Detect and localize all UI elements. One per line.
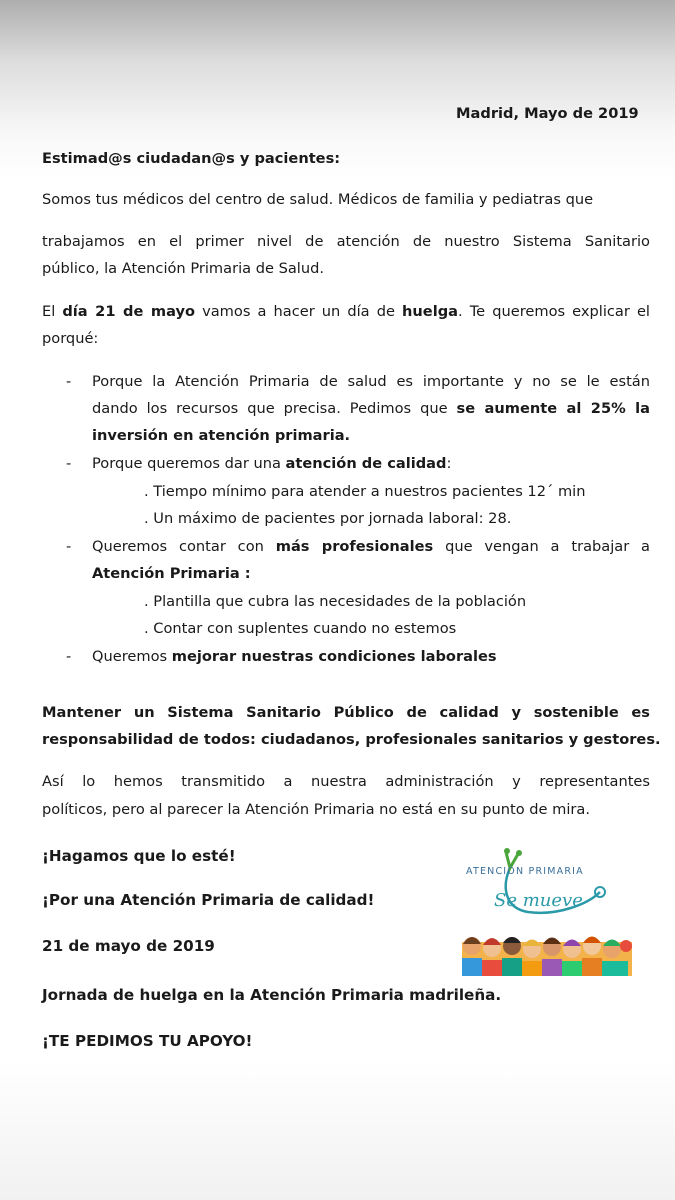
maintain-line-1: Mantener un Sistema Sanitario Público de calidad y sostenible es	[42, 704, 650, 721]
reason-4: Queremos mejorar nuestras condiciones laborales	[92, 648, 497, 665]
closing-5: ¡TE PEDIMOS TU APOYO!	[42, 1032, 253, 1050]
reason-3-sub-2: . Contar con suplentes cuando no estemos	[144, 620, 457, 637]
closing-2: ¡Por una Atención Primaria de calidad!	[42, 891, 375, 909]
stethoscope-logo-icon	[458, 846, 633, 978]
reason-1-line-1: Porque la Atención Primaria de salud es importante y no se le están	[92, 373, 650, 390]
reason-2-sub-2: . Un máximo de pacientes por jornada laboral: 28.	[144, 510, 512, 527]
closing-1: ¡Hagamos que lo esté!	[42, 847, 236, 865]
greeting: Estimad@s ciudadan@s y pacientes:	[42, 150, 341, 167]
bullet-dash: -	[66, 455, 72, 472]
closing-3: 21 de mayo de 2019	[42, 937, 215, 955]
reason-3-sub-1: . Plantilla que cubra las necesidades de la población	[144, 593, 527, 610]
reason-1-line-2: dando los recursos que precisa. Pedimos que se aumente al 25% la	[92, 400, 650, 417]
maintain-line-2: responsabilidad de todos: ciudadanos, profesionales sanitarios y gestores.	[42, 731, 661, 748]
reason-2-sub-1: . Tiempo mínimo para atender a nuestros pacientes 12´ min	[144, 483, 586, 500]
transmitted-line-1: Así lo hemos transmitido a nuestra administración y representantes	[42, 773, 650, 790]
strike-announcement: El día 21 de mayo vamos a hacer un día de huelga. Te queremos explicar el	[42, 303, 650, 320]
intro-line-2: trabajamos en el primer nivel de atención de nuestro Sistema Sanitario	[42, 233, 650, 250]
reason-3-line-1: Queremos contar con más profesionales que vengan a trabajar a	[92, 538, 651, 555]
intro-line-1: Somos tus médicos del centro de salud. Médicos de familia y pediatras que	[42, 191, 594, 208]
reason-2: Porque queremos dar una atención de calidad:	[92, 455, 452, 472]
bullet-dash: -	[66, 373, 72, 390]
bullet-dash: -	[66, 538, 72, 555]
closing-4: Jornada de huelga en la Atención Primaria madrileña.	[42, 986, 502, 1004]
bullet-dash: -	[66, 648, 72, 665]
reason-3-line-2: Atención Primaria :	[92, 565, 251, 582]
logo-script-text: Se mueve	[494, 890, 583, 911]
transmitted-line-2: políticos, pero al parecer la Atención Primaria no está en su punto de mira.	[42, 801, 590, 818]
reason-1-line-3: inversión en atención primaria.	[92, 427, 351, 444]
atencion-primaria-logo	[458, 846, 633, 978]
logo-top-text: ATENCIÓN PRIMARIA	[466, 866, 584, 877]
strike-announcement-2: porqué:	[42, 330, 99, 347]
place-date: Madrid, Mayo de 2019	[456, 105, 639, 122]
intro-line-3: público, la Atención Primaria de Salud.	[42, 260, 325, 277]
